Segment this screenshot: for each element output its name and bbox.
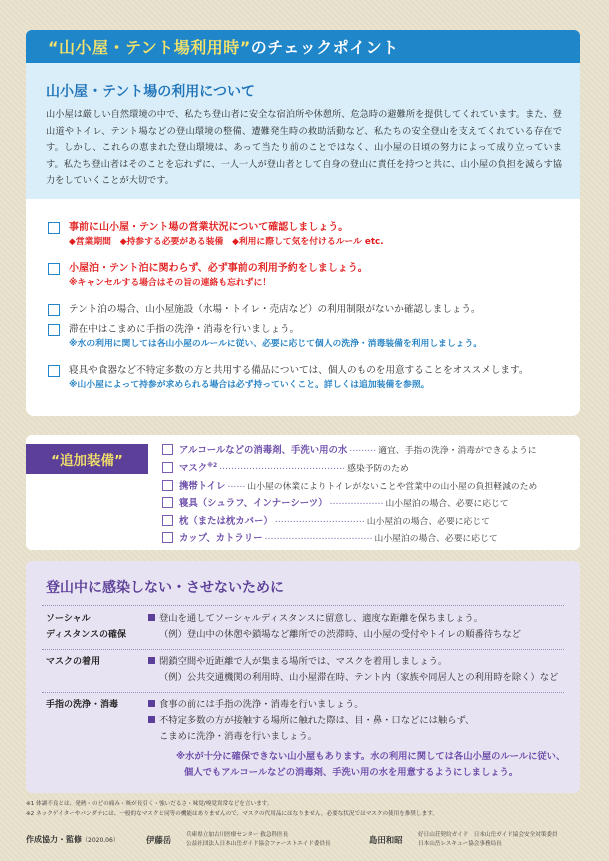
checkbox[interactable] [48, 324, 60, 336]
checklist-item [48, 303, 481, 317]
leader-dots: ……………………………… [264, 532, 373, 542]
equipment-item: 携帯トイレ [179, 481, 226, 492]
category-line: 不特定多数の方が接触する場所に触れた際は、目・鼻・口などには触らず、 [159, 715, 475, 726]
supervisor-affiliation [418, 831, 558, 849]
intro-section [26, 63, 580, 199]
equipment-desc: 山小屋泊の場合、必要に応じて [374, 533, 498, 544]
checkbox[interactable] [48, 263, 60, 275]
category-label [46, 697, 118, 713]
checkbox[interactable] [162, 462, 173, 473]
equipment-item: 枕（または枕カバー） [179, 516, 273, 527]
checklist-item-subtext: ※山小屋によって持参が求められる場合は必ず持っていくこと。詳しくは追加装備を参照。 [69, 380, 430, 390]
intro-heading: 山小屋・テント場の利用について [46, 84, 256, 100]
equipment-item: カップ、カトラリー [179, 533, 263, 544]
page-title-rest: のチェックポイント [250, 38, 399, 57]
bullet-icon [148, 716, 155, 723]
checklist-item-subtext: ※水の利用に関しては各山小屋のルールに従い、必要に応じて個人の洗浄・消毒装備を利用しましょう。 [69, 339, 483, 349]
credits-footer [26, 830, 586, 856]
affiliation-line: 兵庫県立加古川医療センター 救急科医長 [186, 832, 289, 838]
page-title-quote: “山小屋・テント場利用時” [48, 38, 251, 57]
equipment-row [162, 477, 537, 493]
water-note-line: ※水が十分に確保できない山小屋もあります。水の利用に関しては各山小屋のルールに従い、 [176, 751, 566, 762]
checkbox[interactable] [162, 497, 173, 508]
checkbox[interactable] [162, 515, 173, 526]
category-body [148, 654, 558, 686]
category-body [148, 697, 474, 745]
page-header [26, 30, 580, 63]
category-label [46, 611, 126, 643]
intro-body: 山小屋は厳しい自然環境の中で、私たち登山者に安全な宿泊所や休憩所、危急時の避難所を提供してくれています。また、登山道やトイレ、テント場などの登山環境の整備、遭難発生時の救助活動など、私たちの安全登山を支えてくれている存在です。しかし、これらの恵まれた登山環境は、あって当たり前のことではなく、山小屋の日頃の努力によって成り立っています。私たち登山者はそのことを忘れずに、一人一人が登山者として自身の登山に責任を持つと共に、山小屋の負担を減らす協力をしていくことが大切です。 [46, 109, 562, 187]
checkbox[interactable] [162, 480, 173, 491]
divider [42, 692, 564, 693]
extra-equipment-section [26, 435, 580, 550]
equipment-item: 寝具（シュラフ、インナーシーツ） [179, 498, 328, 509]
category-label-line: 手指の洗浄・消毒 [46, 700, 119, 710]
page-title [48, 35, 399, 58]
category-line: （例）登山中の休憩や鎖場など離所での渋滞時、山小屋の受付やトイレの順番待ちなど [159, 629, 521, 640]
checkbox[interactable] [48, 365, 60, 377]
divider [42, 649, 564, 650]
category-line: 食事の前には手指の洗浄・消毒を行いましょう。 [159, 699, 364, 710]
leader-dots: ………………………… [274, 515, 365, 525]
affiliation-line: 公益社団法人日本山岳ガイド協会ファーストエイド委員長 [186, 841, 331, 847]
checklist-item-subtext: ※キャンセルする場合はその旨の連絡も忘れずに！ [69, 278, 272, 288]
category-label-line: ディスタンスの確保 [46, 630, 127, 640]
footnote-ref: ※2 [207, 461, 218, 469]
leader-dots: …… [227, 480, 246, 490]
infection-heading: 登山中に感染しない・させないために [46, 580, 284, 596]
bullet-icon [148, 700, 155, 707]
leader-dots: …………………………………… [219, 462, 346, 472]
category-label-line: ソーシャル [46, 614, 91, 624]
affiliation-line: 好日山荘契約ガイド 日本山岳ガイド協会安全対策委員 [418, 832, 558, 838]
checklist-item-subtext: ◆営業期間 ◆持参する必要がある装備 ◆利用に際して気を付けるルール etc. [69, 237, 384, 247]
checklist-item [48, 221, 384, 249]
category-line: （例）公共交通機関の利用時、山小屋滞在時、テント内（家族や同居人との利用時を除く）など [159, 672, 559, 683]
checklist-section [26, 199, 580, 416]
equipment-row [162, 459, 409, 475]
extra-equipment-label-text: “追加装備” [51, 453, 123, 469]
checkbox[interactable] [162, 532, 173, 543]
credits-label-text: 作成協力・監修 [26, 835, 82, 844]
checklist-item-text: テント泊の場合、山小屋施設（水場・トイレ・売店など）の利用制限がないか確認しましょう。 [69, 304, 481, 315]
category-line: 閉鎖空間や近距離で人が集まる場所では、マスクを着用しましょう。 [159, 656, 448, 667]
category-body [148, 611, 521, 643]
equipment-row [162, 512, 490, 528]
supervisor-affiliation [186, 831, 331, 849]
checkbox[interactable] [48, 304, 60, 316]
checkbox[interactable] [162, 444, 173, 455]
footnote: ※1 体調不良とは、発熱・のどの痛み・咳が長引く・強いだるさ・味覚/嗅覚異常などを言います。 [26, 801, 273, 807]
credits-date: （2020.06） [82, 837, 119, 844]
equipment-desc: 山小屋の休業によりトイレがないことや営業中の山小屋の負担軽減のため [247, 481, 538, 492]
equipment-item: アルコールなどの消毒剤、手洗い用の水 [179, 445, 348, 456]
category-line: こまめに洗浄・消毒を行いましょう。 [159, 731, 318, 742]
leader-dots: ……………… [329, 497, 384, 507]
credits-label [26, 834, 119, 845]
bullet-icon [148, 657, 155, 664]
equipment-row [162, 494, 509, 510]
equipment-item-name: マスク [179, 463, 208, 474]
equipment-desc: 山小屋泊の場合、必要に応じて [385, 498, 509, 509]
water-note [176, 749, 565, 781]
category-label-line: マスクの着用 [46, 657, 101, 667]
equipment-row [162, 441, 537, 457]
divider [42, 605, 564, 606]
equipment-item [179, 460, 217, 474]
footnote: ※2 ネックゲイターやバンダナには、一般的なマスクと同等の機能はありませんので、マスクの代用品にはなりません。必要な状況ではマスクの使用を推奨します。 [26, 810, 438, 817]
category-line: 登山を通してソーシャルディスタンスに留意し、適度な距離を保ちましょう。 [159, 613, 483, 624]
supervisor-name: 伊藤岳 [146, 835, 172, 845]
checklist-item [48, 323, 482, 351]
checklist-item [48, 262, 368, 290]
checklist-item [48, 364, 528, 392]
equipment-row [162, 529, 498, 545]
checklist-item-text: 滞在中はこまめに手指の洗浄・消毒を行いましょう。 [69, 324, 300, 335]
water-note-line: 個人でもアルコールなどの消毒剤、手洗い用の水を用意するようにしましょう。 [184, 767, 519, 778]
footnotes [26, 800, 586, 819]
bullet-icon [148, 614, 155, 621]
equipment-desc: 感染予防のため [347, 463, 409, 474]
equipment-desc: 適宜、手指の洗浄・消毒ができるように [378, 445, 537, 456]
infection-section [26, 561, 580, 793]
checkbox[interactable] [48, 222, 60, 234]
category-label [46, 654, 100, 670]
affiliation-line: 日本山岳レスキュー協会事務局長 [418, 841, 502, 847]
supervisor-name: 島田和昭 [369, 835, 403, 845]
leader-dots: ……… [349, 444, 377, 454]
checklist-item-text: 寝具や食器など不特定多数の方と共用する備品については、個人のものを用意することをオススメします。 [69, 365, 529, 376]
checklist-item-text: 事前に山小屋・テント場の営業状況について確認しましょう。 [69, 222, 349, 233]
equipment-desc: 山小屋泊の場合、必要に応じて [366, 516, 490, 527]
extra-equipment-label [26, 444, 148, 474]
checklist-item-text: 小屋泊・テント泊に関わらず、必ず事前の利用予約をしましょう。 [69, 263, 368, 274]
